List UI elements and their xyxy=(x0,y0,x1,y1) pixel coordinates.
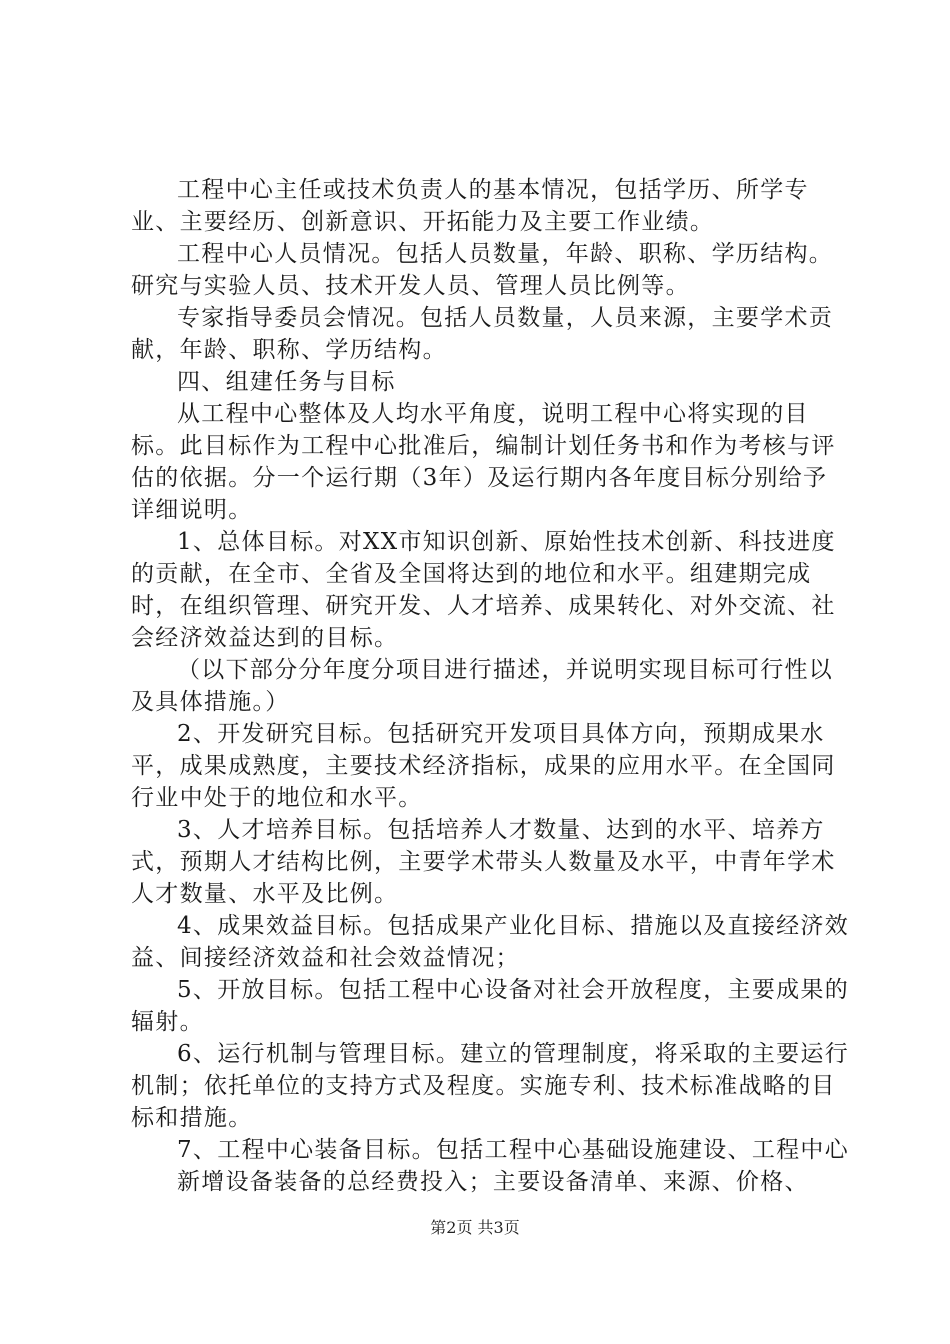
paragraph: 1、总体目标。对XX市知识创新、原始性技术创新、科技进度的贡献，在全市、全省及全国将达到的地位和水平。组建期完成时，在组织管理、研究开发、人才培养、成果转化、对外交流、社会经济效益达到的目标。 xyxy=(131,529,836,651)
page-number-footer: 第2页 共3页 xyxy=(430,1218,520,1237)
document-body xyxy=(131,174,851,1198)
paragraph: 4、成果效益目标。包括成果产业化目标、措施以及直接经济效益、间接经济效益和社会效益情况； xyxy=(131,913,850,971)
paragraph: 从工程中心整体及人均水平角度，说明工程中心将实现的目标。此目标作为工程中心批准后，编制计划任务书和作为考核与评估的依据。分一个运行期（3年）及运行期内各年度目标分别给予详细说明。 xyxy=(131,401,836,523)
paragraph: 5、开放目标。包括工程中心设备对社会开放程度，主要成果的辐射。 xyxy=(131,977,850,1035)
paragraph: 工程中心人员情况。包括人员数量，年龄、职称、学历结构。研究与实验人员、技术开发人员、管理人员比例等。 xyxy=(131,241,834,299)
paragraph: 工程中心主任或技术负责人的基本情况，包括学历、所学专业、主要经历、创新意识、开拓能力及主要工作业绩。 xyxy=(131,177,809,235)
paragraph: 6、运行机制与管理目标。建立的管理制度，将采取的主要运行机制；依托单位的支持方式及程度。实施专利、技术标准战略的目标和措施。 xyxy=(131,1041,850,1131)
paragraph: 新增设备装备的总经费投入；主要设备清单、来源、价格、 xyxy=(177,1169,809,1195)
paragraph: （以下部分分年度分项目进行描述，并说明实现目标可行性以及具体措施。） xyxy=(131,657,834,715)
paragraph: 专家指导委员会情况。包括人员数量，人员来源，主要学术贡献，年龄、职称、学历结构。 xyxy=(131,305,834,363)
paragraph: 2、开发研究目标。包括研究开发项目具体方向，预期成果水平，成果成熟度，主要技术经济指标，成果的应用水平。在全国同行业中处于的地位和水平。 xyxy=(131,721,836,811)
paragraph: 7、工程中心装备目标。包括工程中心基础设施建设、工程中心 xyxy=(177,1137,850,1163)
section-heading: 四、组建任务与目标 xyxy=(177,369,396,395)
paragraph: 3、人才培养目标。包括培养人才数量、达到的水平、培养方式，预期人才结构比例，主要学术带头人数量及水平，中青年学术人才数量、水平及比例。 xyxy=(131,817,836,907)
